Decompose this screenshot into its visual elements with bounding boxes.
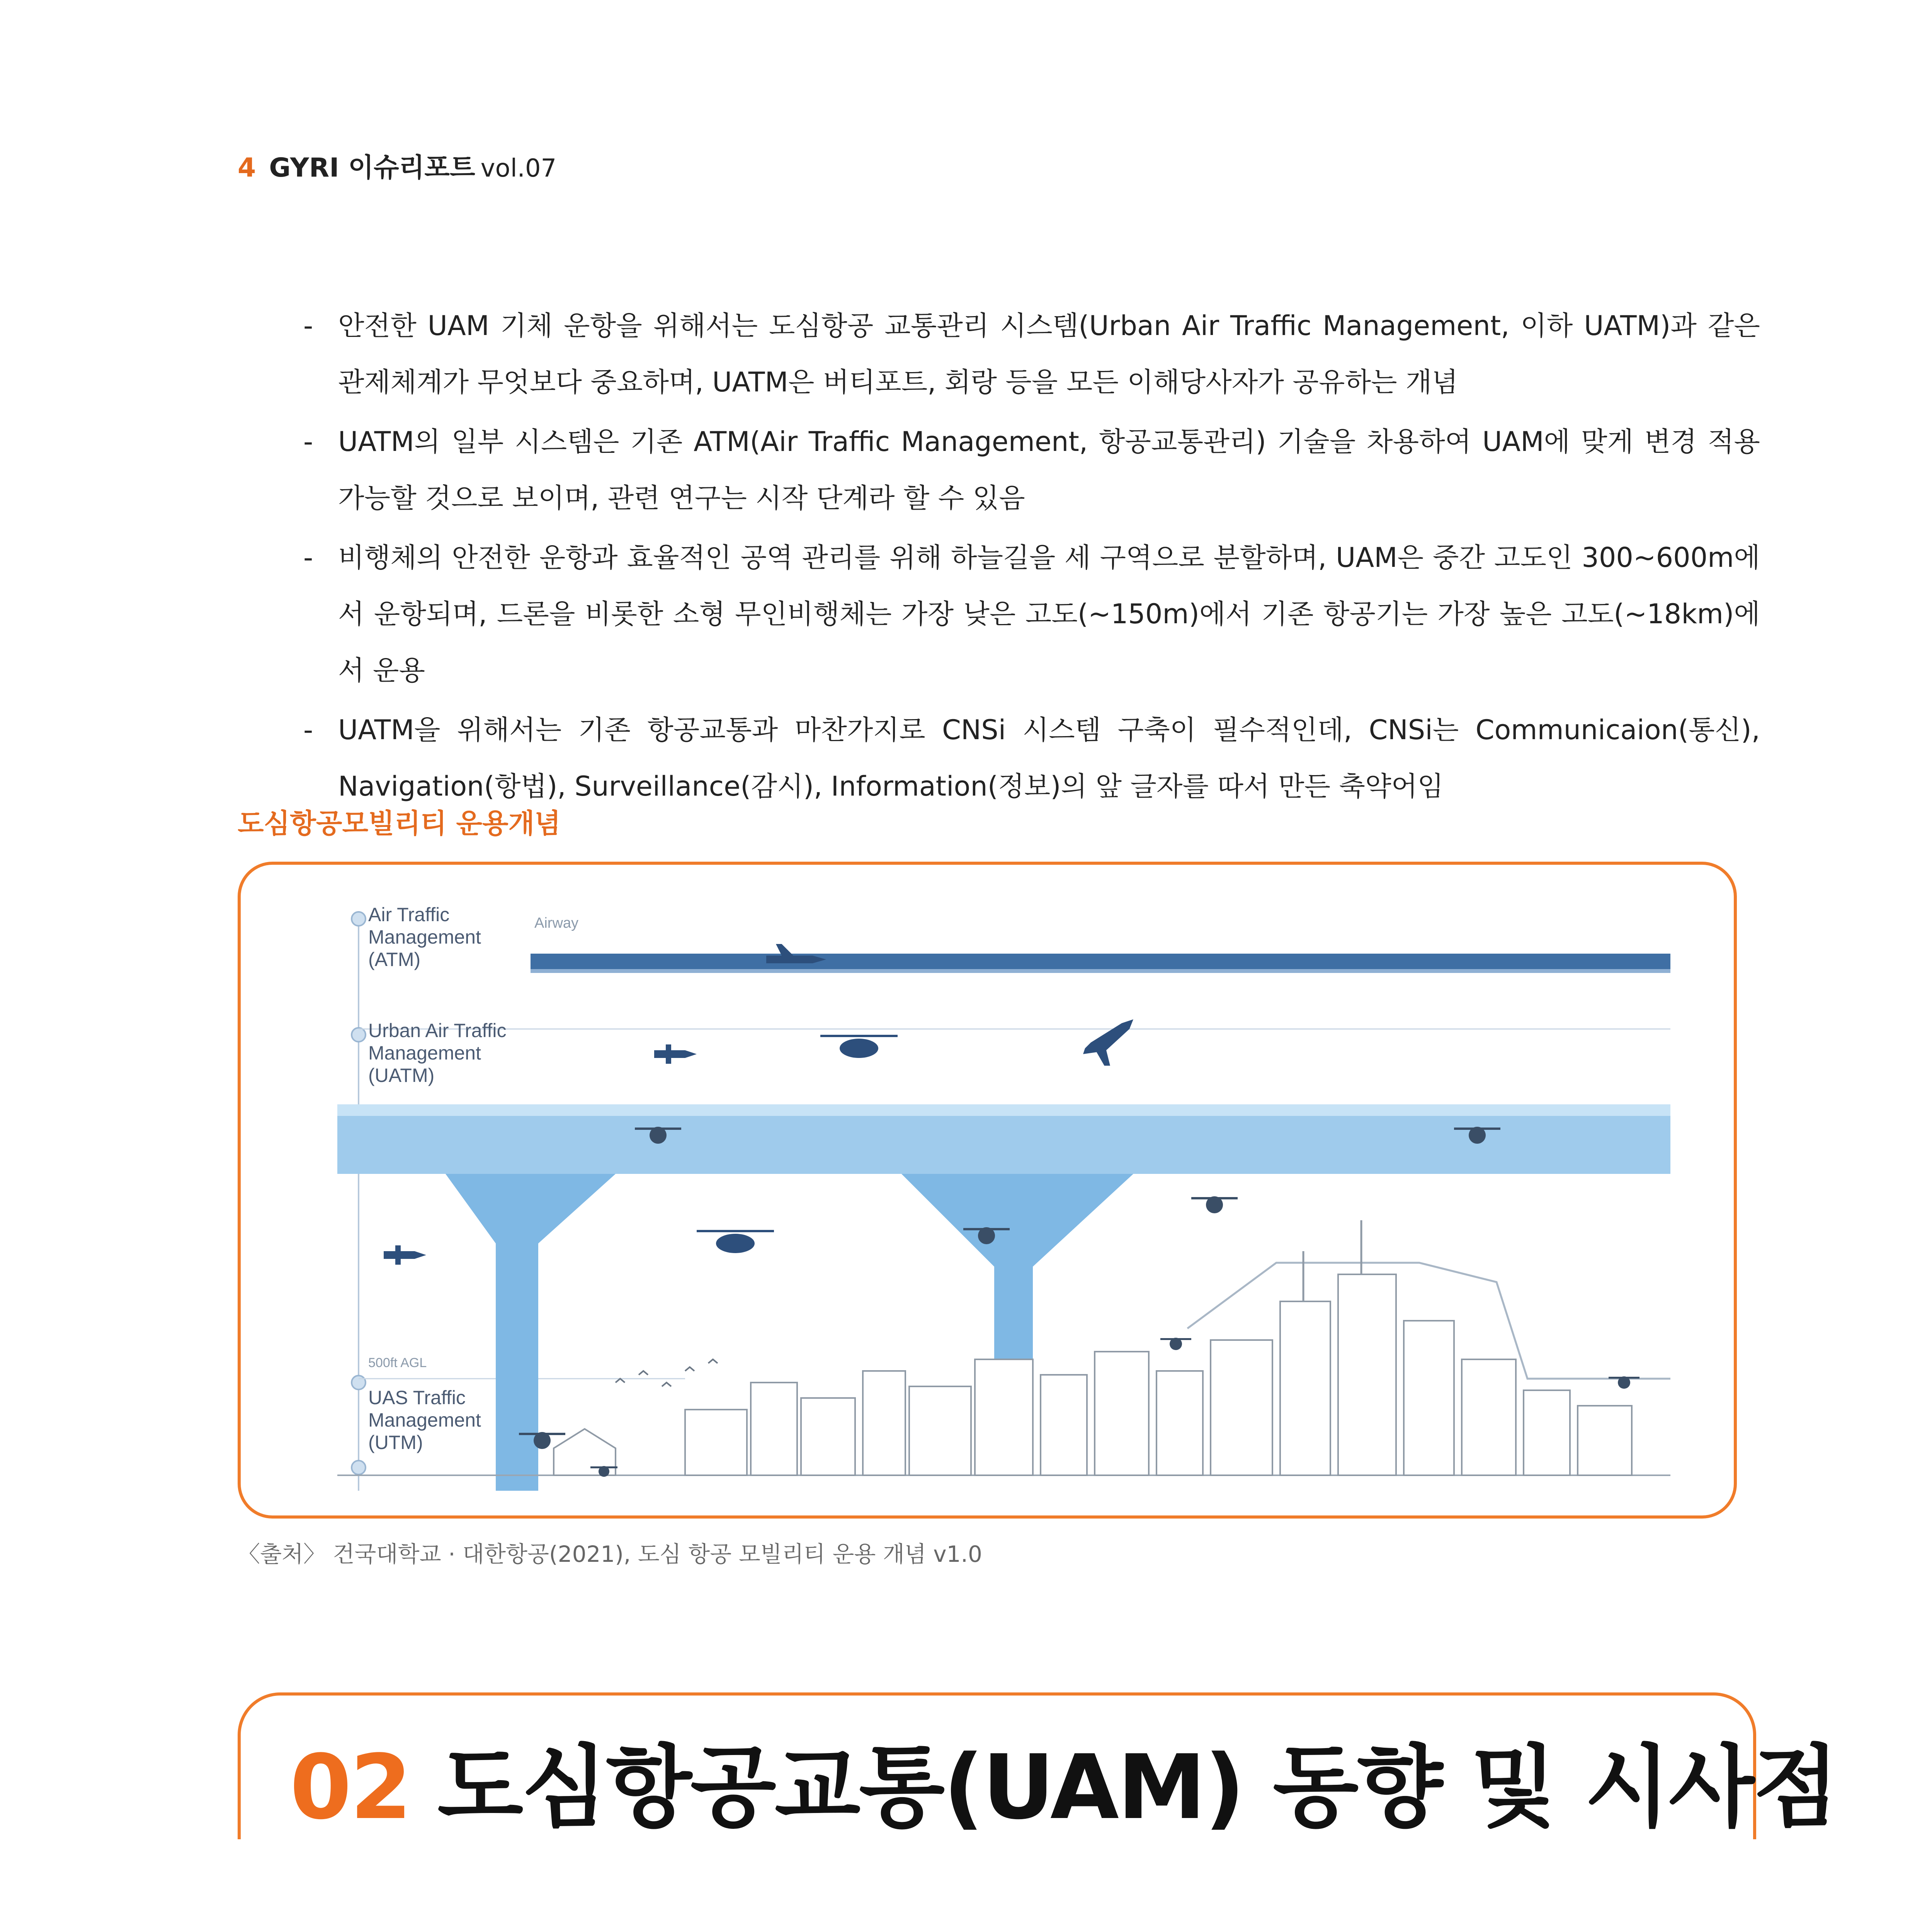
report-volume: vol.07 <box>480 154 557 183</box>
label-uatm: Urban Air Traffic Management (UATM) <box>368 1020 507 1086</box>
section-number: 02 <box>290 1736 411 1839</box>
page-number: 4 <box>238 153 256 183</box>
section-title-text: 도심항공교통(UAM) 동향 및 시사점 <box>437 1736 1838 1839</box>
page-header <box>238 147 556 184</box>
intro-bullet: - 비행체의 안전한 운항과 효율적인 공역 관리를 위해 하늘길을 세 구역으로 분할하며, UAM은 중간 고도인 300~600m에서 운항되며, 드론을 비롯한 소형 무인비행체는 가장 낮은 고도(~150m)에서 기존 항공기는 가장 높은 고도(~18km)에서 운용 <box>303 529 1760 699</box>
label-atm: Air Traffic Management (ATM) <box>368 904 481 970</box>
label-airway: Airway <box>534 915 579 931</box>
figure-source: 〈출처〉 건국대학교 · 대한항공(2021), 도심 항공 모빌리티 운용 개념 v1.0 <box>238 1541 982 1567</box>
uam-airspace-illustration <box>337 896 1670 1491</box>
intro-bullet-list <box>303 298 1760 818</box>
figure-caption: 도심항공모빌리티 운용개념 <box>238 808 561 839</box>
figure-frame <box>238 862 1737 1519</box>
report-title: GYRI 이슈리포트 <box>269 153 475 183</box>
intro-bullet: - UATM의 일부 시스템은 기존 ATM(Air Traffic Management, 항공교통관리) 기술을 차용하여 UAM에 맞게 변경 적용 가능할 것으로 보이며, 관련 연구는 시작 단계라 할 수 있음 <box>303 413 1760 526</box>
label-agl: 500ft AGL <box>368 1355 427 1370</box>
intro-bullet: - UATM을 위해서는 기존 항공교통과 마찬가지로 CNSi 시스템 구축이 필수적인데, CNSi는 Communicaion(통신), Navigation(항법), Surveillance(감시), Information(정보)의 앞 글자를 따서 만든 축약어임 <box>303 702 1760 815</box>
label-utm: UAS Traffic Management (UTM) <box>368 1387 481 1453</box>
section-heading <box>290 1716 1837 1844</box>
intro-bullet: - 안전한 UAM 기체 운항을 위해서는 도심항공 교통관리 시스템(Urban Air Traffic Management, 이하 UATM)과 같은 관제체계가 무엇보다 중요하며, UATM은 버티포트, 회랑 등을 모든 이해당사자가 공유하는 개념 <box>303 298 1760 410</box>
